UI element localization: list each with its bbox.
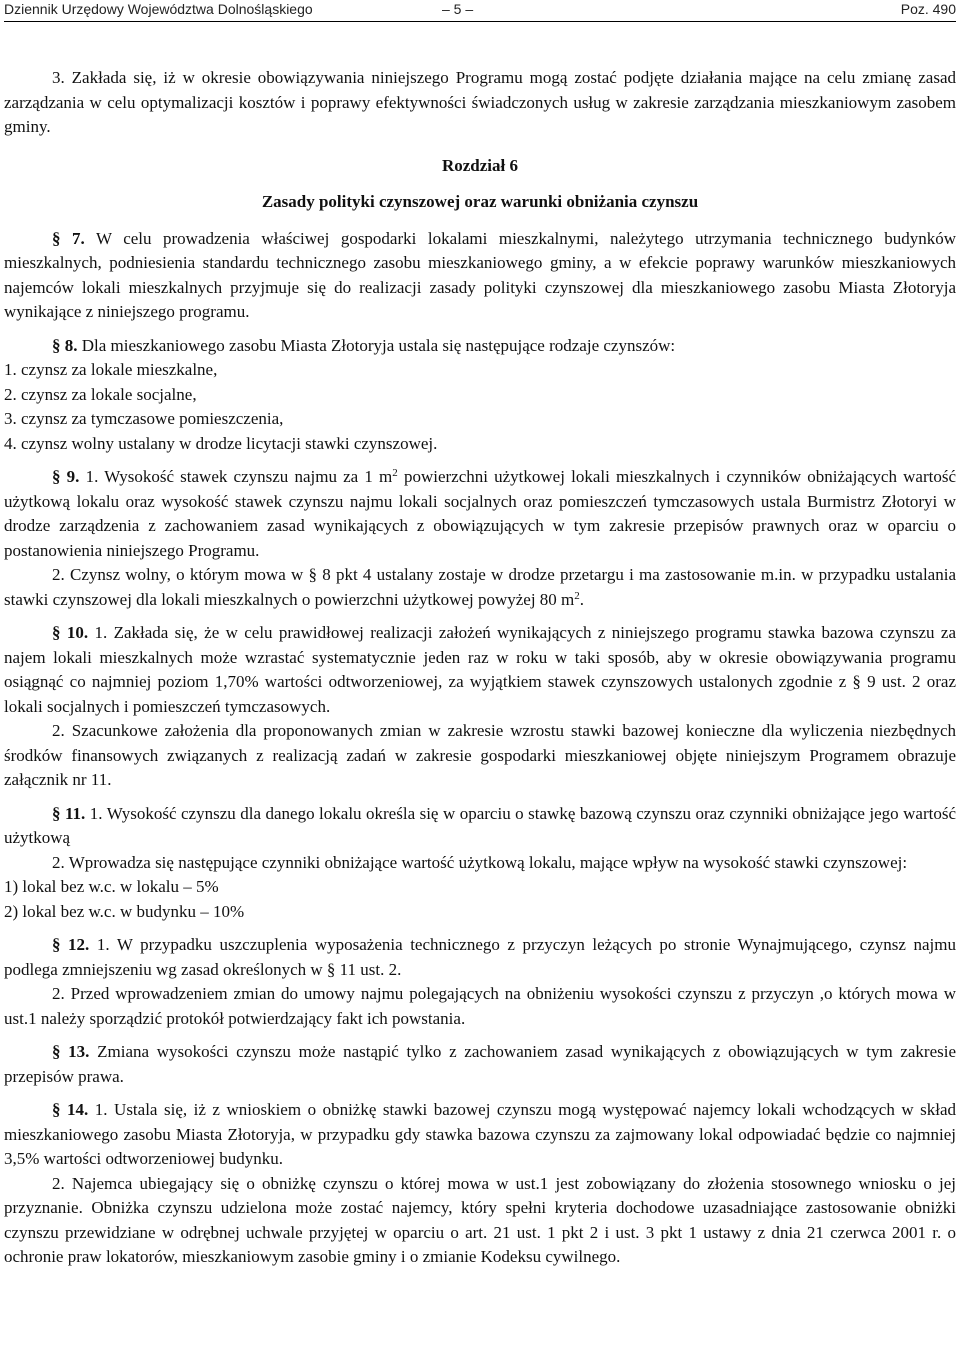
- page-header: [4, 0, 956, 18]
- section-12-par-1: [4, 933, 956, 982]
- section-12-number: § 12.: [52, 935, 90, 954]
- section-13: [4, 1040, 956, 1089]
- section-12-par-2: 2. Przed wprowadzeniem zmian do umowy najmu polegających na obniżeniu wysokości czynszu z przyczyn ,o których mowa w ust.1 należy sporządzić protokół potwierdzający fakt ich powstania.: [4, 984, 956, 1028]
- section-14-text-1: 1. Ustala się, iż z wnioskiem o obniżkę stawki bazowej czynszu mogą występować najemcy lokali wchodzących w skład mieszkaniowego zasobu Miasta Złotoryja, w przypadku gdy stawka bazowa czynszu za zajmowany lokal odpowiadać będzie co najmniej 3,5% wartości odtworzeniowej budynku.: [4, 1100, 957, 1168]
- section-9-text-1b: powierzchni użytkowej lokali mieszkalnych i czynników obniżających wartość użytkową lokalu oraz wysokość stawek czynszu najmu lokali socjalnych oraz pomieszczeń tymczasowych ustala Burmistrz Złotoryi w drodze zarządzenia z zachowaniem zasad wynikających z obowiązujących w tym zakresie przepisów prawnych oraz w oparciu o postanowienia niniejszego Programu.: [4, 467, 956, 560]
- list-item: 4. czynsz wolny ustalany w drodze licytacji stawki czynszowej.: [4, 433, 438, 453]
- list-item: 1. czynsz za lokale mieszkalne,: [4, 360, 218, 379]
- section-11-number: § 11.: [52, 803, 86, 823]
- section-8: [4, 334, 956, 359]
- section-9-text-2a: 2. Czynsz wolny, o którym mowa w § 8 pkt 4 ustalany zostaje w drodze przetargu i ma zastosowanie m.in. w przypadku ustalania stawki czynszowej dla lokali mieszkalnych o powierzchni użytkowej powyżej 80 m: [4, 565, 956, 609]
- section-9-number: § 9.: [52, 467, 80, 486]
- section-9-par-2: [4, 563, 956, 612]
- list-item: 2. czynsz za lokale socjalne,: [4, 384, 197, 404]
- chapter-title: Rozdział 6: [441, 155, 519, 175]
- paragraph-sec3: 3. Zakłada się, iż w okresie obowiązywania niniejszego Programu mogą zostać podjęte działania mające na celu zmianę zasad zarządzania w celu optymalizacji kosztów i poprawy efektywności świadczonych usług w zakresie zarządzania mieszkaniowym zasobem gminy.: [4, 68, 956, 136]
- section-10-number: § 10.: [52, 623, 89, 642]
- section-10-par-2: 2. Szacunkowe założenia dla proponowanych zmian w zakresie wzrostu stawki bazowej konieczne dla wyliczenia niezbędnych środków finansowych związanych z realizacją zadań w zakresie gospodarki mieszkaniowej objęte niniejszym Programem obrazuje załącznik nr 11.: [4, 721, 956, 789]
- section-9-text-1a: 1. Wysokość stawek czynszu najmu za 1 m: [85, 467, 393, 486]
- section-7-number: § 7.: [52, 228, 85, 248]
- section-13-text: Zmiana wysokości czynszu może nastąpić tylko z zachowaniem zasad wynikających z obowiązujących w tym zakresie przepisów prawa.: [4, 1042, 957, 1086]
- section-9-text-2b: .: [579, 589, 585, 609]
- journal-title: Dziennik Urzędowy Województwa Dolnośląskiego: [4, 1, 313, 17]
- section-11-par-1: [4, 802, 956, 851]
- superscript: 2: [574, 589, 580, 602]
- header-divider: [4, 21, 956, 22]
- position-number: Poz. 490: [900, 1, 956, 17]
- superscript: 2: [392, 467, 398, 479]
- document-body: [4, 66, 956, 1270]
- section-8-text: Dla mieszkaniowego zasobu Miasta Złotoryja ustala się następujące rodzaje czynszów:: [81, 335, 676, 355]
- section-10-text-1: 1. Zakłada się, że w celu prawidłowej realizacji założeń wynikających z niniejszego programu stawka bazowa czynszu za najem lokali mieszkalnych może wzrastać systematycznie jeden raz w roku w taki sposób, aby w okresie obowiązywania programu osiągnąć co najmniej poziom 1,70% wartości odtworzeniowej, za wyjątkiem stawek czynszowych ustalonych zgodnie z § 9 ust. 2 oraz lokali socjalnych i pomieszczeń tymczasowych.: [4, 623, 957, 716]
- chapter-subtitle: Zasady polityki czynszowej oraz warunki obniżania czynszu: [261, 192, 699, 211]
- page-number: – 5 –: [442, 1, 474, 17]
- section-7-text: W celu prowadzenia właściwej gospodarki lokalami mieszkalnymi, należytego utrzymania technicznego budynków mieszkalnych, podniesienia standardu technicznego zasobu mieszkaniowego gminy, a w efekcie poprawy warunków mieszkaniowych najemców lokali mieszkalnych przyjmuje się do realizacji zasady polityki czynszowej dla mieszkaniowego zasobu Miasta Złotoryja wynikające z niniejszego programu.: [4, 228, 957, 321]
- list-item: 1) lokal bez w.c. w lokalu – 5%: [4, 877, 219, 896]
- section-11-par-2: 2. Wprowadza się następujące czynniki obniżające wartość użytkową lokalu, mające wpływ na wysokość stawki czynszowej:: [52, 852, 908, 872]
- list-item: 2) lokal bez w.c. w budynku – 10%: [4, 901, 245, 921]
- section-11-text-1: 1. Wysokość czynszu dla danego lokalu określa się w oparciu o stawkę bazową czynszu oraz czynniki obniżające jego wartość użytkową: [4, 803, 957, 847]
- list-item: 3. czynsz za tymczasowe pomieszczenia,: [4, 409, 284, 428]
- section-9-par-1: [4, 465, 956, 563]
- section-13-number: § 13.: [52, 1042, 90, 1061]
- section-8-number: § 8.: [52, 335, 78, 355]
- section-14-number: § 14.: [52, 1100, 89, 1119]
- section-14-par-2: 2. Najemca ubiegający się o obniżkę czynszu o której mowa w ust.1 jest zobowiązany do złożenia stosownego wniosku o jej przyznanie. Obniżka czynszu udzielona może zostać najemcy, który spełni kryteria dochodowe uzasadniające zastosowanie obniżki czynszu przewidziane w odrębnej uchwale przyjętej w oparciu o art. 21 ust. 1 pkt 2 i ust. 3 pkt 1 ustawy z dnia 21 czerwca 2001 r. o ochronie praw lokatorów, mieszkaniowym zasobie gminy i o zmianie Kodeksu cywilnego.: [4, 1173, 956, 1266]
- section-12-text-1: 1. W przypadku uszczuplenia wyposażenia technicznego z przyczyn leżących po stronie Wynajmującego, czynsz najmu podlega zmniejszeniu wg zasad określonych w § 11 ust. 2.: [4, 935, 956, 979]
- section-10-par-1: [4, 621, 956, 719]
- section-14-par-1: [4, 1098, 956, 1172]
- section-7: [4, 227, 956, 325]
